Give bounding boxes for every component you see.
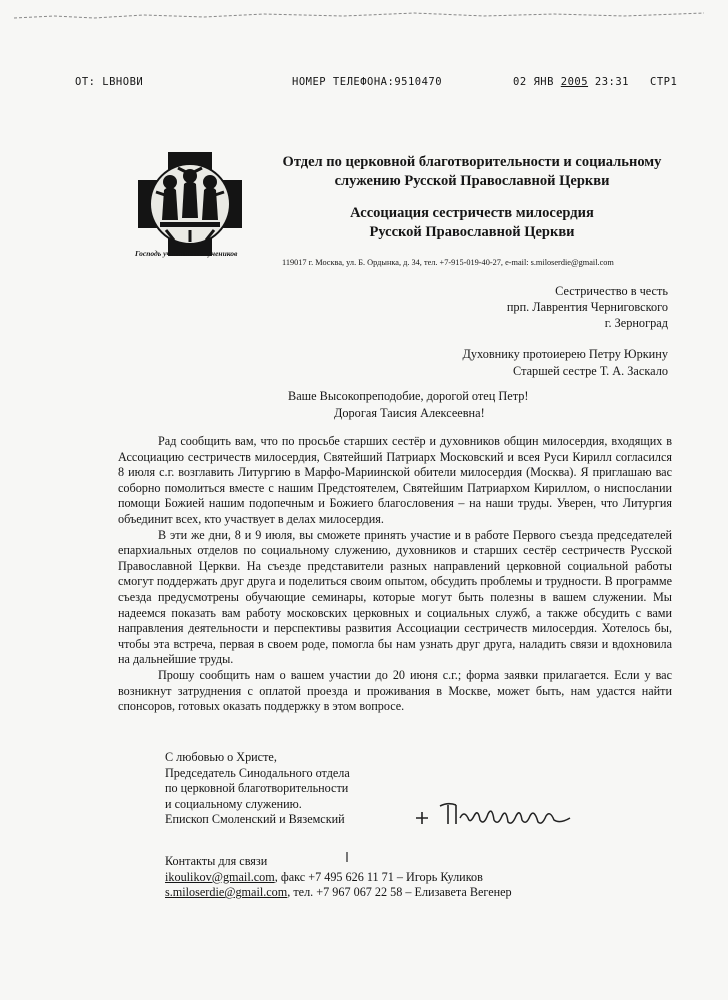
department-title-line2: служению Русской Православной Церкви <box>334 173 610 189</box>
contact-detail-1: , факс +7 495 626 11 71 – Игорь Куликов <box>274 869 483 884</box>
trinity-seal-icon <box>138 152 242 256</box>
department-title <box>262 153 682 191</box>
closing-line3: по церковной благотворительности <box>165 781 349 796</box>
salutation-line1: Ваше Высокопреподобие, дорогой отец Петр! <box>288 389 529 403</box>
fax-date-day: 02 ЯНВ <box>513 76 554 88</box>
closing-line2: Председатель Синодального отдела <box>165 765 350 780</box>
addressee-block <box>507 283 668 331</box>
body-paragraph-1: Рад сообщить вам, что по просьбе старших сестёр и духовников общин милосердия, входящих в Ассоциацию сестричеств милосердия, Святейший Патриарх Московский и всея Руси Кирилл согласился 8 июля с.г. возглавить Литургию в Марфо-Мариинской обители милосердия (Москва). Я приглашаю вас соборно помолиться вместе с нашим Предстоятелем, Святейшим Патриархом Кириллом, о ниспослании помощи Божией нашим подопечным и Божиего благословения – на наши труды. Уверен, что Литургия объединит всех, кто участвует в делах милосердия. <box>118 434 672 526</box>
fax-date <box>513 76 629 88</box>
fax-time: 23:31 <box>594 76 629 88</box>
fax-date-year: 2005 <box>560 76 589 88</box>
contact-detail-2: , тел. +7 967 067 22 58 – Елизавета Вегенер <box>287 885 512 900</box>
closing-line4: и социальному служению. <box>165 796 302 811</box>
closing-block <box>165 750 350 828</box>
contact-email-2[interactable]: s.miloserdie@gmail.com <box>165 885 288 900</box>
contact-line1 <box>165 870 512 886</box>
closing-line5: Епископ Смоленский и Вяземский <box>165 812 345 827</box>
body-paragraph-3: Прошу сообщить нам о вашем участии до 20 июня с.г.; форма заявки прилагается. Если у вас возникнут затруднения с оплатой проезда и проживания в Москве, может быть, нам удастся найти спонсоров, готовых оказать поддержку в этом вопросе. <box>118 667 672 714</box>
letter-body <box>118 434 672 715</box>
contacts-block <box>165 854 512 901</box>
recipient-line2: Старшей сестре Т. А. Заскало <box>513 364 668 378</box>
fax-phone: НОМЕР ТЕЛЕФОНА:9510470 <box>292 76 443 88</box>
addressee-line2: прп. Лаврентия Черниговского <box>506 300 668 314</box>
contact-line2 <box>165 885 512 901</box>
recipients-block <box>463 346 668 380</box>
addressee-line1: Сестричество в честь <box>555 284 668 298</box>
fax-page: СТР1 <box>650 76 678 88</box>
body-paragraph-2: В эти же дни, 8 и 9 июля, вы сможете принять участие и в работе Первого съезда председателей епархиальных отделов по социальному служению, духовников и старших сестёр сестричеств Русской Православной Церкви. На съезде представители разных направлений церковной социальной работы смогут поддержать друг друга и поделиться своим опытом, обсудить проблемы и трудности. В программе съезда предусмотрены обучающие семинары, которые могут быть полезны в вашем служении. Мы надеемся показать вам работу московских церковных и социальных служб, а также обсудить с вами направления деятельности и перспективы развития Ассоциации сестричеств милосердия. Хотелось бы, чтобы эта встреча, первая в своем роде, помогла бы нам узнать друг друга, наладить связи и вдохновила на дальнейшие труды. <box>118 527 672 667</box>
salutation-line2: Дорогая Таисия Алексеевна! <box>334 406 485 420</box>
recipient-line1: Духовнику протоиерею Петру Юркину <box>462 347 668 361</box>
association-title <box>262 204 682 242</box>
contacts-title: Контакты для связи <box>165 854 268 868</box>
association-title-line1: Ассоциация сестричеств милосердия <box>350 205 594 221</box>
logo-motto: Господь учивает всех учеников <box>135 249 238 258</box>
salutation <box>288 388 528 422</box>
addressee-line3: г. Зерноград <box>604 316 668 330</box>
association-title-line2: Русской Православной Церкви <box>369 224 575 240</box>
handwritten-signature <box>410 796 580 836</box>
letterhead-address: 119017 г. Москва, ул. Б. Ордынка, д. 34, тел. +7-915-019-40-27, e-mail: s.miloserdie@gmail.com <box>282 258 614 267</box>
contact-email-1[interactable]: ikoulikov@gmail.com <box>165 869 275 884</box>
department-title-line1: Отдел по церковной благотворительности и социальному <box>282 154 662 170</box>
fax-from: ОТ: LBHOBИ <box>75 76 144 88</box>
scan-noise <box>14 10 704 22</box>
closing-line1: С любовью о Христе, <box>165 750 277 764</box>
